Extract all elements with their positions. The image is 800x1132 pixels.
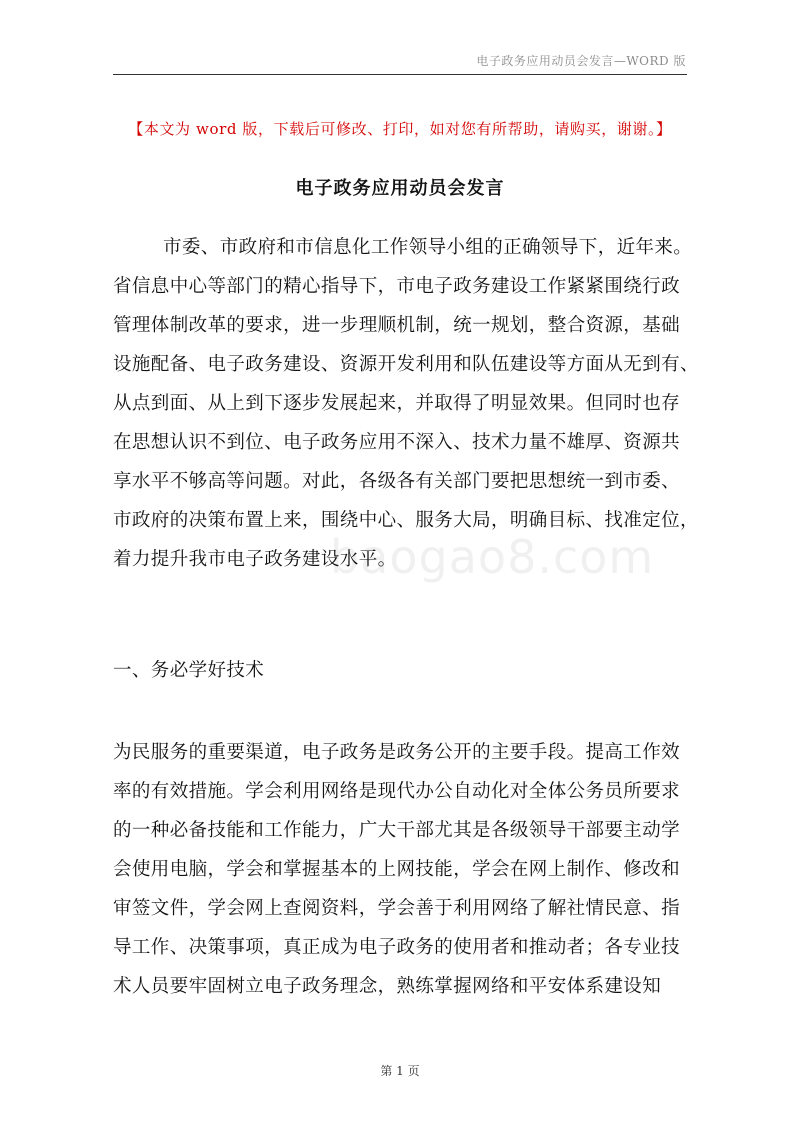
running-header: 电子政务应用动员会发言—WORD 版 [476,54,686,68]
paragraph-line: 的一种必备技能和工作能力，广大干部尤其是各级领导干部要主动学 [113,820,681,841]
paragraph-line: 着力提升我市电子政务建设水平。 [113,549,397,570]
purchase-notice: 【本文为 word 版，下载后可修改、打印，如对您有所帮助，请购买，谢谢。】 [128,120,672,138]
paragraph-line: 市政府的决策布置上来，围绕中心、服务大局，明确目标、找准定位， [113,510,699,531]
paragraph-line: 设施配备、电子政务建设、资源开发利用和队伍建设等方面从无到有、 [113,354,699,375]
paragraph-intro [113,228,699,579]
header-rule [113,74,687,75]
paragraph-line: 管理体制改革的要求，进一步理顺机制，统一规划，整合资源，基础 [113,315,681,336]
paragraph-line: 会使用电脑，学会和掌握基本的上网技能，学会在网上制作、修改和 [113,859,681,880]
paragraph-line: 导工作、决策事项，真正成为电子政务的使用者和推动者；各专业技 [113,937,681,958]
paragraph-line: 率的有效措施。学会利用网络是现代办公自动化对全体公务员所要求 [113,781,681,802]
paragraph-line: 享水平不够高等问题。对此，各级各有关部门要把思想统一到市委、 [113,471,681,492]
paragraph-line: 从点到面、从上到下逐步发展起来，并取得了明显效果。但同时也存 [113,393,681,414]
paragraph-technology [113,733,691,1006]
paragraph-line: 审签文件，学会网上查阅资料，学会善于利用网络了解社情民意、指 [113,898,681,919]
paragraph-line: 为民服务的重要渠道，电子政务是政务公开的主要手段。提高工作效 [113,742,681,763]
paragraph-line: 在思想认识不到位、电子政务应用不深入、技术力量不雄厚、资源共 [113,432,681,453]
paragraph-line: 术人员要牢固树立电子政务理念，熟练掌握网络和平安体系建设知 [113,976,662,997]
paragraph-line: 省信息中心等部门的精心指导下，市电子政务建设工作紧紧围绕行政 [113,276,681,297]
watermark: baogao8.com [330,530,655,584]
section-heading: 一、务必学好技术 [113,660,265,681]
paragraph-line: 市委、市政府和市信息化工作领导小组的正确领导下，近年来。 [163,237,693,258]
page-number: 第 1 页 [380,1064,420,1078]
document-title: 电子政务应用动员会发言 [295,178,505,199]
